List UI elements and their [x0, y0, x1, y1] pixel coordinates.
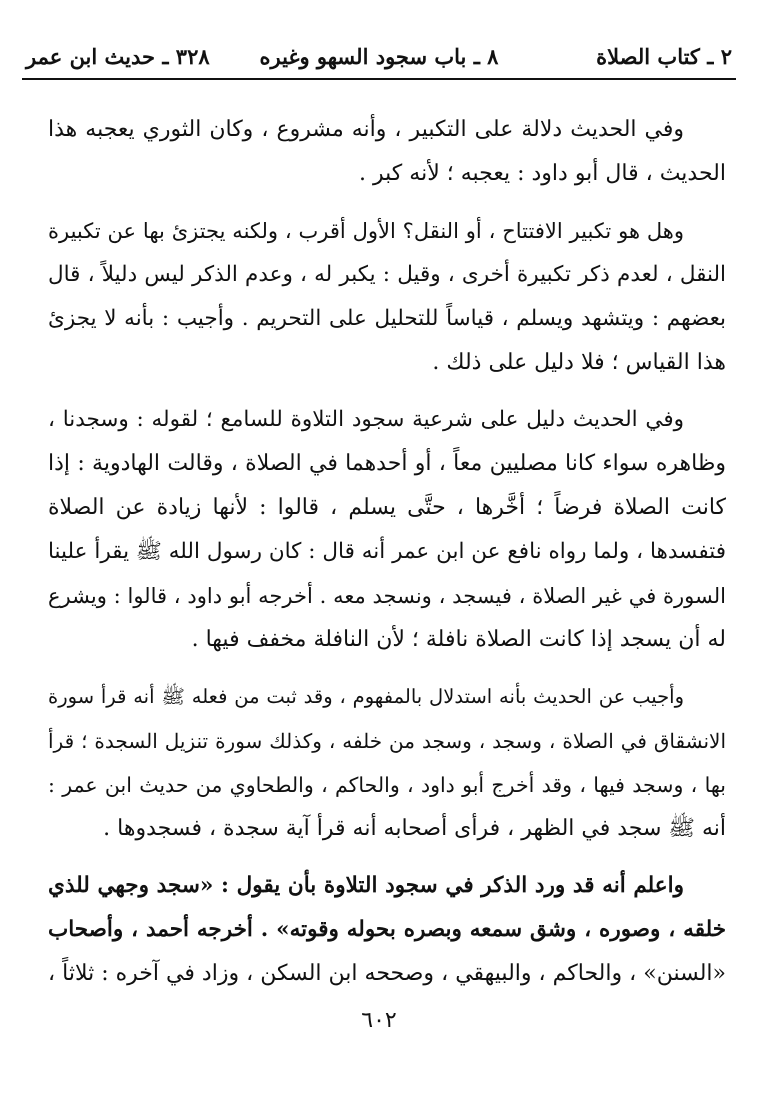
paragraph	[48, 209, 726, 385]
paragraph	[48, 108, 726, 196]
text-line: خلقه ، وصوره ، وشق سمعه وبصره بحوله وقوته» . أخرجه أحمد ، وأصحاب	[48, 917, 726, 942]
text-line: وفي الحديث دليل على شرعية سجود التلاوة للسامع ؛ لقوله : وسجدنا ،	[48, 407, 684, 432]
paragraph	[48, 675, 726, 851]
text-line: وأجيب عن الحديث بأنه استدلال بالمفهوم ، وقد ثبت من فعله ﷺ أنه قرأ سورة	[48, 685, 684, 708]
text-line: بها ، وسجد فيها ، وقد أخرج أبو داود ، والحاكم ، والطحاوي من حديث ابن عمر :	[48, 773, 726, 797]
running-header	[22, 38, 736, 78]
text-line: وظاهره سواء كانا مصليين معاً ، أو أحدهما في الصلاة ، وقالت الهادوية : إذا	[48, 451, 726, 476]
header-rule	[22, 78, 736, 80]
text-line: أنه ﷺ سجد في الظهر ، فرأى أصحابه أنه قرأ آية سجدة ، فسجدوها .	[103, 816, 726, 841]
hadith-title: ٣٢٨ ـ حديث ابن عمر	[26, 44, 210, 69]
text-line: الحديث ، قال أبو داود : يعجبه ؛ لأنه كبر .	[359, 161, 726, 186]
page-number: ٦٠٢	[361, 1008, 397, 1033]
section-title: ٨ ـ باب سجود السهو وغيره	[259, 44, 499, 69]
text-line: كانت الصلاة فرضاً ؛ أخَّرها ، حتَّى يسلم ، قالوا : لأنها زيادة عن الصلاة	[48, 495, 726, 520]
chapter-title: ٢ ـ كتاب الصلاة	[596, 44, 732, 69]
text-line: هذا القياس ؛ فلا دليل على ذلك .	[432, 350, 726, 375]
text-line: الانشقاق في الصلاة ، وسجد ، وسجد من خلفه ، وكذلك سورة تنزيل السجدة ؛ قرأ	[48, 729, 726, 753]
text-line: النقل ، لعدم ذكر تكبيرة أخرى ، وقيل : يكبر له ، وعدم الذكر ليس دليلاً ، قال	[48, 262, 726, 287]
text-line: بعضهم : ويتشهد ويسلم ، قياساً للتحليل على التحريم . وأجيب : بأنه لا يجزئ	[48, 306, 726, 331]
text-line: له أن يسجد إذا كانت الصلاة نافلة ؛ لأن النافلة مخفف فيها .	[191, 627, 726, 652]
text-line: فتفسدها ، ولما رواه نافع عن ابن عمر أنه قال : كان رسول الله ﷺ يقرأ علينا	[48, 539, 726, 564]
paragraph	[48, 398, 726, 662]
text-line: «السنن» ، والحاكم ، والبيهقي ، وصححه ابن السكن ، وزاد في آخره : ثلاثاً ،	[48, 961, 726, 986]
paragraph	[48, 864, 726, 996]
text-line: وهل هو تكبير الافتتاح ، أو النقل؟ الأول أقرب ، ولكنه يجتزئ بها عن تكبيرة	[48, 219, 684, 243]
text-line: واعلم أنه قد ورد الذكر في سجود التلاوة بأن يقول : «سجد وجهي للذي	[48, 873, 684, 898]
page-body	[48, 108, 726, 1009]
text-line: السورة في غير الصلاة ، فيسجد ، ونسجد معه . أخرجه أبو داود ، قالوا : ويشرع	[48, 584, 726, 608]
text-line: وفي الحديث دلالة على التكبير ، وأنه مشروع ، وكان الثوري يعجبه هذا	[48, 117, 684, 142]
